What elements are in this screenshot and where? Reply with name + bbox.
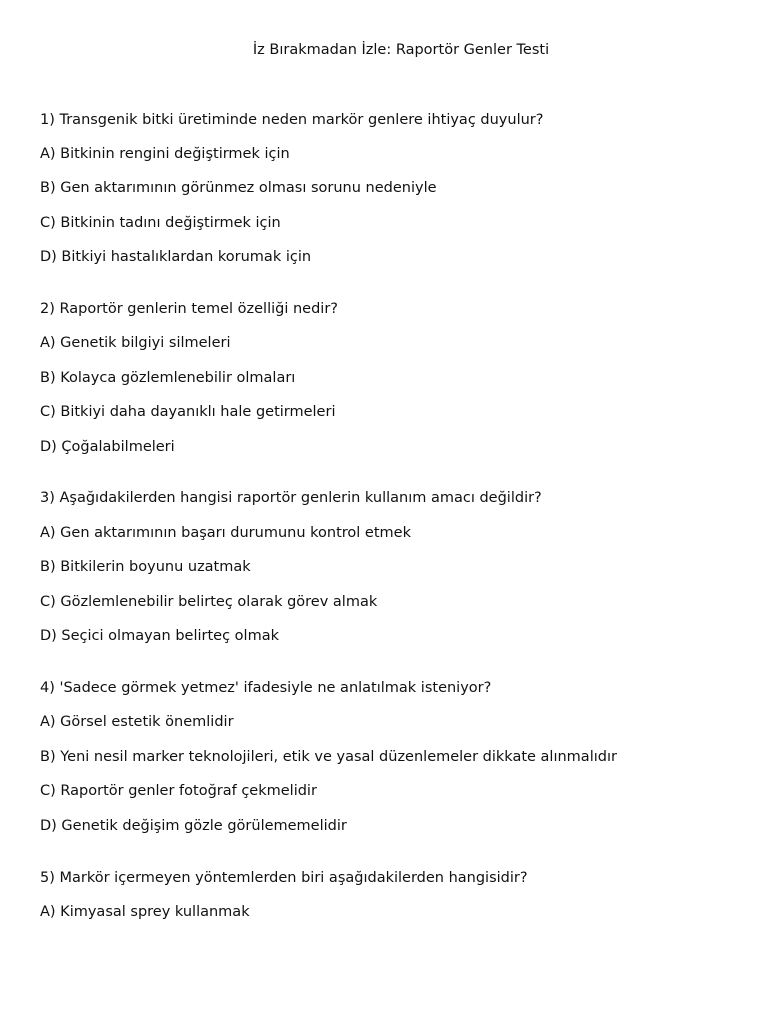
question-2-text: 2) Raportör genlerin temel özelliği nedir? bbox=[40, 301, 338, 317]
question-3-option-a: A) Gen aktarımının başarı durumunu kontrol etmek bbox=[40, 525, 411, 541]
question-3-option-d: D) Seçici olmayan belirteç olmak bbox=[40, 628, 279, 644]
question-4-text: 4) 'Sadece görmek yetmez' ifadesiyle ne anlatılmak isteniyor? bbox=[40, 680, 492, 696]
question-4-option-d: D) Genetik değişim gözle görülememelidir bbox=[40, 818, 347, 834]
question-1-option-a: A) Bitkinin rengini değiştirmek için bbox=[40, 146, 290, 162]
question-1-text: 1) Transgenik bitki üretiminde neden markör genlere ihtiyaç duyulur? bbox=[40, 112, 544, 128]
question-3-text: 3) Aşağıdakilerden hangisi raportör genlerin kullanım amacı değildir? bbox=[40, 490, 542, 506]
question-2-option-d: D) Çoğalabilmeleri bbox=[40, 439, 175, 455]
question-5-option-a: A) Kimyasal sprey kullanmak bbox=[40, 904, 250, 920]
question-3-option-c: C) Gözlemlenebilir belirteç olarak görev almak bbox=[40, 594, 378, 610]
question-2-option-b: B) Kolayca gözlemlenebilir olmaları bbox=[40, 370, 296, 386]
question-2-option-c: C) Bitkiyi daha dayanıklı hale getirmeleri bbox=[40, 404, 336, 420]
question-1-option-b: B) Gen aktarımının görünmez olması sorunu nedeniyle bbox=[40, 180, 437, 196]
question-4-option-a: A) Görsel estetik önemlidir bbox=[40, 714, 234, 730]
question-3-option-b: B) Bitkilerin boyunu uzatmak bbox=[40, 559, 251, 575]
question-4-option-c: C) Raportör genler fotoğraf çekmelidir bbox=[40, 783, 317, 799]
question-5-text: 5) Markör içermeyen yöntemlerden biri aşağıdakilerden hangisidir? bbox=[40, 870, 528, 886]
question-2-option-a: A) Genetik bilgiyi silmeleri bbox=[40, 335, 231, 351]
question-1-option-c: C) Bitkinin tadını değiştirmek için bbox=[40, 215, 281, 231]
document-title: İz Bırakmadan İzle: Raportör Genler Testi bbox=[252, 42, 550, 58]
question-1-option-d: D) Bitkiyi hastalıklardan korumak için bbox=[40, 249, 312, 265]
question-4-option-b: B) Yeni nesil marker teknolojileri, etik ve yasal düzenlemeler dikkate alınmalıdır bbox=[40, 749, 617, 765]
